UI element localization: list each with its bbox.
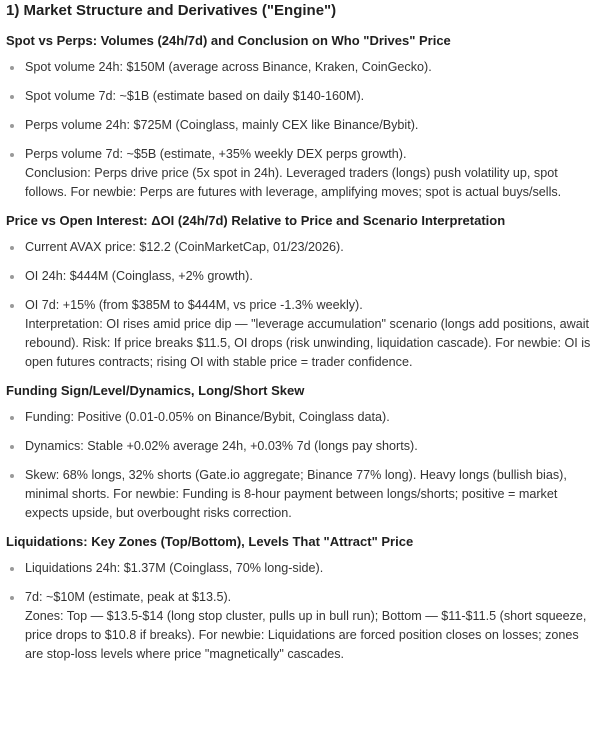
bullet-dot-icon [10, 445, 14, 449]
list-item [6, 588, 594, 664]
list-item-note: Conclusion: Perps drive price (5x spot in 24h). Leveraged traders (longs) push volatility up, spot follows. For newbie: Perps are futures with leverage, amplifying moves; spot is actual buys/sells. [25, 166, 562, 199]
bullet-dot-icon [10, 124, 14, 128]
list-item-text: Dynamics: Stable +0.02% average 24h, +0.03% 7d (longs pay shorts). [25, 439, 418, 453]
list-item [6, 116, 594, 135]
list-item [6, 559, 594, 578]
list-item [6, 87, 594, 106]
list-item-text: Perps volume 24h: $725M (Coinglass, mainly CEX like Binance/Bybit). [25, 118, 419, 132]
section-heading: Liquidations: Key Zones (Top/Bottom), Levels That "Attract" Price [6, 534, 414, 549]
list-item-text: Skew: 68% longs, 32% shorts (Gate.io aggregate; Binance 77% long). Heavy longs (bullish bias), minimal shorts. For newbie: Funding is 8-hour payment between longs/shorts; positive = market expects upside, but overbought risks correction. [25, 468, 567, 520]
list-item-text: Spot volume 24h: $150M (average across Binance, Kraken, CoinGecko). [25, 60, 432, 74]
section-heading: Funding Sign/Level/Dynamics, Long/Short Skew [6, 383, 305, 398]
bullet-dot-icon [10, 567, 14, 571]
list-item-text: OI 24h: $444M (Coinglass, +2% growth). [25, 269, 253, 283]
list-item-text: Current AVAX price: $12.2 (CoinMarketCap, 01/23/2026). [25, 240, 344, 254]
list-item [6, 267, 594, 286]
bullet-dot-icon [10, 246, 14, 250]
list-item [6, 437, 594, 456]
bullet-dot-icon [10, 66, 14, 70]
bullet-dot-icon [10, 474, 14, 478]
list-item-text: Funding: Positive (0.01-0.05% on Binance/Bybit, Coinglass data). [25, 410, 390, 424]
section-price-vs-oi [6, 212, 594, 372]
page-title: 1) Market Structure and Derivatives ("Engine") [6, 2, 337, 19]
list-item [6, 238, 594, 257]
bullet-list [6, 238, 594, 372]
list-item [6, 145, 594, 202]
list-item [6, 408, 594, 427]
bullet-list [6, 559, 594, 664]
list-item-text: 7d: ~$10M (estimate, peak at $13.5). [25, 590, 232, 604]
section-funding [6, 382, 594, 523]
bullet-list [6, 408, 594, 523]
section-spot-vs-perps [6, 32, 594, 202]
list-item [6, 466, 594, 523]
bullet-list [6, 58, 594, 202]
bullet-dot-icon [10, 416, 14, 420]
list-item [6, 58, 594, 77]
list-item-text: Perps volume 7d: ~$5B (estimate, +35% weekly DEX perps growth). [25, 147, 407, 161]
bullet-dot-icon [10, 95, 14, 99]
list-item-note: Zones: Top — $13.5-$14 (long stop cluster, pulls up in bull run); Bottom — $11-$11.5 (short squeeze, price drops to $10.8 if breaks). For newbie: Liquidations are forced position closes on losses; zones are stop-loss levels where price "magnetically" cascades. [25, 609, 587, 661]
list-item-note: Interpretation: OI rises amid price dip — "leverage accumulation" scenario (longs add positions, await rebound). Risk: If price breaks $11.5, OI drops (risk unwinding, liquidation cascade). For newbie: OI is open futures contracts; rising OI with stable price = trader confidence. [25, 317, 591, 369]
bullet-dot-icon [10, 275, 14, 279]
bullet-dot-icon [10, 304, 14, 308]
list-item-text: Liquidations 24h: $1.37M (Coinglass, 70% long-side). [25, 561, 324, 575]
section-liquidations [6, 533, 594, 664]
section-heading: Price vs Open Interest: ΔOI (24h/7d) Relative to Price and Scenario Interpretation [6, 213, 506, 228]
list-item [6, 296, 594, 372]
bullet-dot-icon [10, 153, 14, 157]
section-heading: Spot vs Perps: Volumes (24h/7d) and Conclusion on Who "Drives" Price [6, 33, 451, 48]
list-item-text: OI 7d: +15% (from $385M to $444M, vs price -1.3% weekly). [25, 298, 363, 312]
list-item-text: Spot volume 7d: ~$1B (estimate based on daily $140-160M). [25, 89, 365, 103]
bullet-dot-icon [10, 596, 14, 600]
